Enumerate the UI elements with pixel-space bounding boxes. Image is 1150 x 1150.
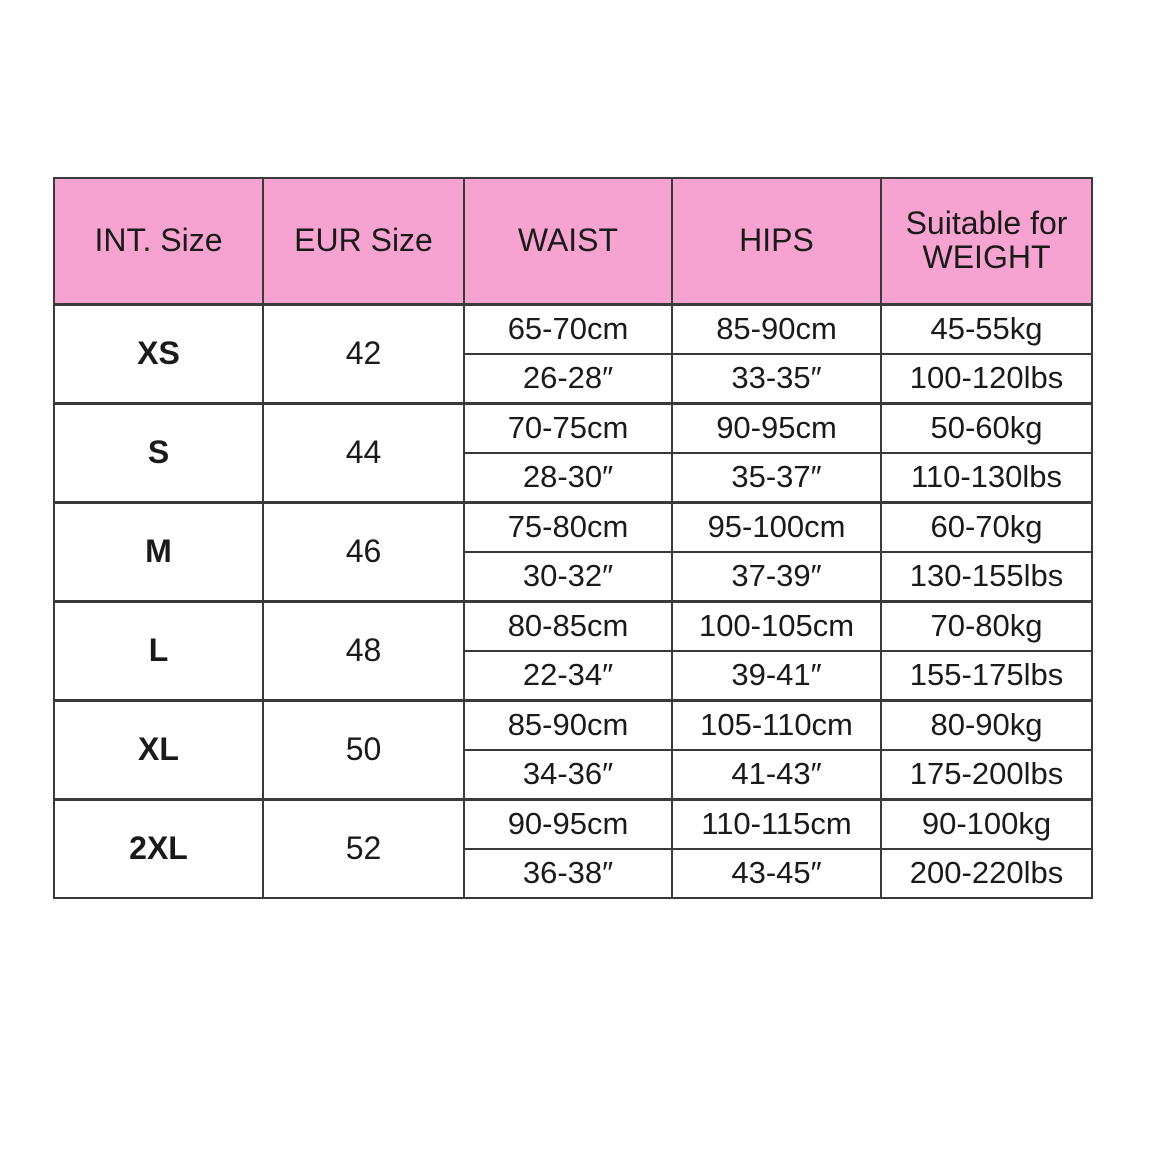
int-size-cell: XL [54, 701, 263, 800]
hips-in-cell: 37-39″ [672, 552, 881, 602]
hips-in-cell: 35-37″ [672, 453, 881, 503]
table-row [54, 503, 1092, 553]
weight-lbs-cell: 110-130lbs [881, 453, 1092, 503]
hips-in-cell: 39-41″ [672, 651, 881, 701]
eur-size-cell: 44 [263, 404, 464, 503]
int-size-cell: M [54, 503, 263, 602]
hips-in-cell: 43-45″ [672, 849, 881, 898]
waist-cm-cell: 85-90cm [464, 701, 672, 751]
waist-in-cell: 22-34″ [464, 651, 672, 701]
header-int-size: INT. Size [54, 178, 263, 305]
weight-kg-cell: 50-60kg [881, 404, 1092, 454]
waist-cm-cell: 65-70cm [464, 305, 672, 355]
weight-kg-cell: 90-100kg [881, 800, 1092, 850]
header-eur-size: EUR Size [263, 178, 464, 305]
table-row [54, 701, 1092, 751]
header-weight [881, 178, 1092, 305]
weight-lbs-cell: 175-200lbs [881, 750, 1092, 800]
hips-cm-cell: 90-95cm [672, 404, 881, 454]
int-size-cell: XS [54, 305, 263, 404]
weight-lbs-cell: 100-120lbs [881, 354, 1092, 404]
table-row [54, 602, 1092, 652]
int-size-cell: L [54, 602, 263, 701]
int-size-cell: S [54, 404, 263, 503]
table-row [54, 800, 1092, 850]
hips-cm-cell: 95-100cm [672, 503, 881, 553]
hips-cm-cell: 110-115cm [672, 800, 881, 850]
eur-size-cell: 48 [263, 602, 464, 701]
weight-lbs-cell: 200-220lbs [881, 849, 1092, 898]
header-hips: HIPS [672, 178, 881, 305]
hips-cm-cell: 85-90cm [672, 305, 881, 355]
header-waist: WAIST [464, 178, 672, 305]
waist-cm-cell: 75-80cm [464, 503, 672, 553]
table-row [54, 305, 1092, 355]
hips-cm-cell: 105-110cm [672, 701, 881, 751]
header-row [54, 178, 1092, 305]
hips-in-cell: 41-43″ [672, 750, 881, 800]
eur-size-cell: 52 [263, 800, 464, 899]
header-weight-line1: Suitable for [905, 205, 1068, 242]
waist-in-cell: 36-38″ [464, 849, 672, 898]
header-weight-line2: WEIGHT [922, 239, 1051, 275]
eur-size-cell: 46 [263, 503, 464, 602]
waist-cm-cell: 80-85cm [464, 602, 672, 652]
weight-kg-cell: 45-55kg [881, 305, 1092, 355]
hips-in-cell: 33-35″ [672, 354, 881, 404]
waist-in-cell: 26-28″ [464, 354, 672, 404]
eur-size-cell: 42 [263, 305, 464, 404]
weight-kg-cell: 80-90kg [881, 701, 1092, 751]
weight-lbs-cell: 155-175lbs [881, 651, 1092, 701]
waist-in-cell: 30-32″ [464, 552, 672, 602]
waist-cm-cell: 90-95cm [464, 800, 672, 850]
waist-in-cell: 28-30″ [464, 453, 672, 503]
eur-size-cell: 50 [263, 701, 464, 800]
waist-cm-cell: 70-75cm [464, 404, 672, 454]
waist-in-cell: 34-36″ [464, 750, 672, 800]
int-size-cell: 2XL [54, 800, 263, 899]
hips-cm-cell: 100-105cm [672, 602, 881, 652]
weight-lbs-cell: 130-155lbs [881, 552, 1092, 602]
size-chart-table [53, 177, 1093, 899]
weight-kg-cell: 70-80kg [881, 602, 1092, 652]
table-row [54, 404, 1092, 454]
weight-kg-cell: 60-70kg [881, 503, 1092, 553]
